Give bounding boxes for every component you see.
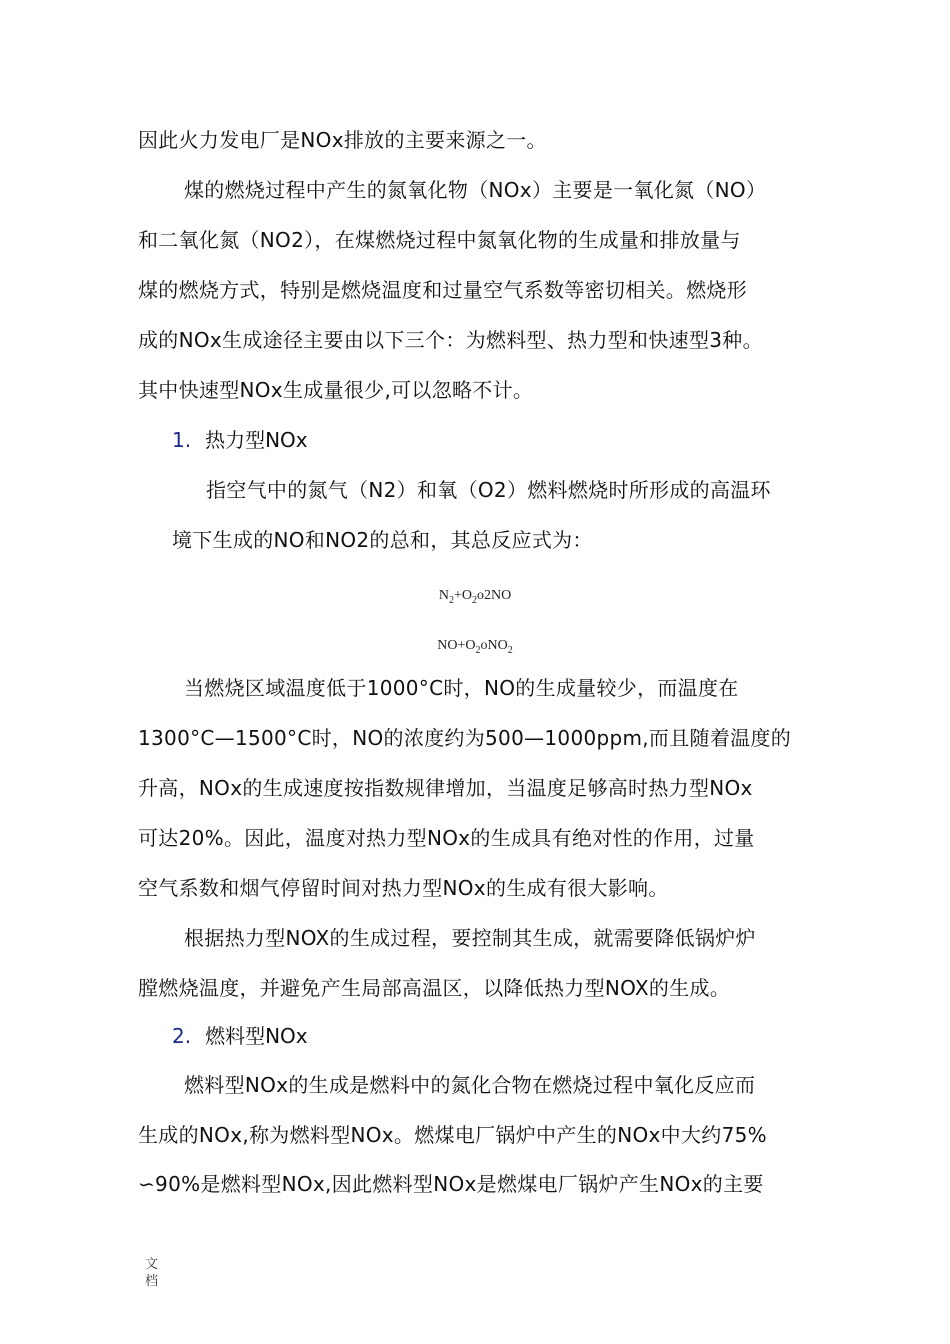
formula-1: $N_2+O_2o2NO$: [438, 588, 512, 606]
footer-label: 文 档: [145, 1257, 159, 1289]
paragraph-line: 膛燃烧温度，并避免产生局部高温区，以降低热力型NOX的生成。: [138, 976, 731, 1000]
section-number: 2.: [172, 1024, 192, 1048]
paragraph-line: 因此火力发电厂是NOx排放的主要来源之一。: [138, 128, 547, 152]
section-heading-1: [172, 428, 308, 452]
paragraph-line: 境下生成的NO和NO2的总和，其总反应式为：: [172, 528, 593, 552]
paragraph-line: 其中快速型NOx生成量很少,可以忽略不计。: [138, 378, 534, 402]
paragraph-line: 1300°C—1500°C时，NO的浓度约为500—1000ppm,而且随着温度的: [138, 726, 792, 750]
section-title: 燃料型NOx: [205, 1024, 308, 1048]
paragraph-line: 成的NOx生成途径主要由以下三个：为燃料型、热力型和快速型3种。: [138, 328, 763, 352]
section-heading-2: [172, 1024, 308, 1048]
paragraph-line: 和二氧化氮（NO2），在煤燃烧过程中氮氧化物的生成量和排放量与: [138, 228, 741, 252]
paragraph-line: 煤的燃烧方式，特别是燃烧温度和过量空气系数等密切相关。燃烧形: [138, 278, 747, 302]
paragraph-line: 当燃烧区域温度低于1000°C时，NO的生成量较少，而温度在: [184, 676, 739, 700]
section-title: 热力型NOx: [205, 428, 308, 452]
paragraph-line: 空气系数和烟气停留时间对热力型NOx的生成有很大影响。: [138, 876, 669, 900]
paragraph-line: 指空气中的氮气（N2）和氧（O2）燃料燃烧时所形成的高温环: [206, 478, 771, 502]
paragraph-line: 可达20%。因此，温度对热力型NOx的生成具有绝对性的作用，过量: [138, 826, 755, 850]
paragraph-line: 燃料型NOx的生成是燃料中的氮化合物在燃烧过程中氧化反应而: [184, 1073, 756, 1097]
paragraph-line: 煤的燃烧过程中产生的氮氧化物（NOx）主要是一氧化氮（NO）: [184, 178, 767, 202]
formula-2: $NO+O_2oNO_2$: [437, 638, 513, 656]
section-number: 1.: [172, 428, 192, 452]
paragraph-line: 升高，NOx的生成速度按指数规律增加，当温度足够高时热力型NOx: [138, 776, 753, 800]
paragraph-line: ∽90%是燃料型NOx,因此燃料型NOx是燃煤电厂锅炉产生NOx的主要: [138, 1172, 764, 1196]
paragraph-line: 根据热力型NOX的生成过程，要控制其生成，就需要降低锅炉炉: [184, 926, 756, 950]
paragraph-line: 生成的NOx,称为燃料型NOx。燃煤电厂锅炉中产生的NOx中大约75%: [138, 1123, 767, 1147]
